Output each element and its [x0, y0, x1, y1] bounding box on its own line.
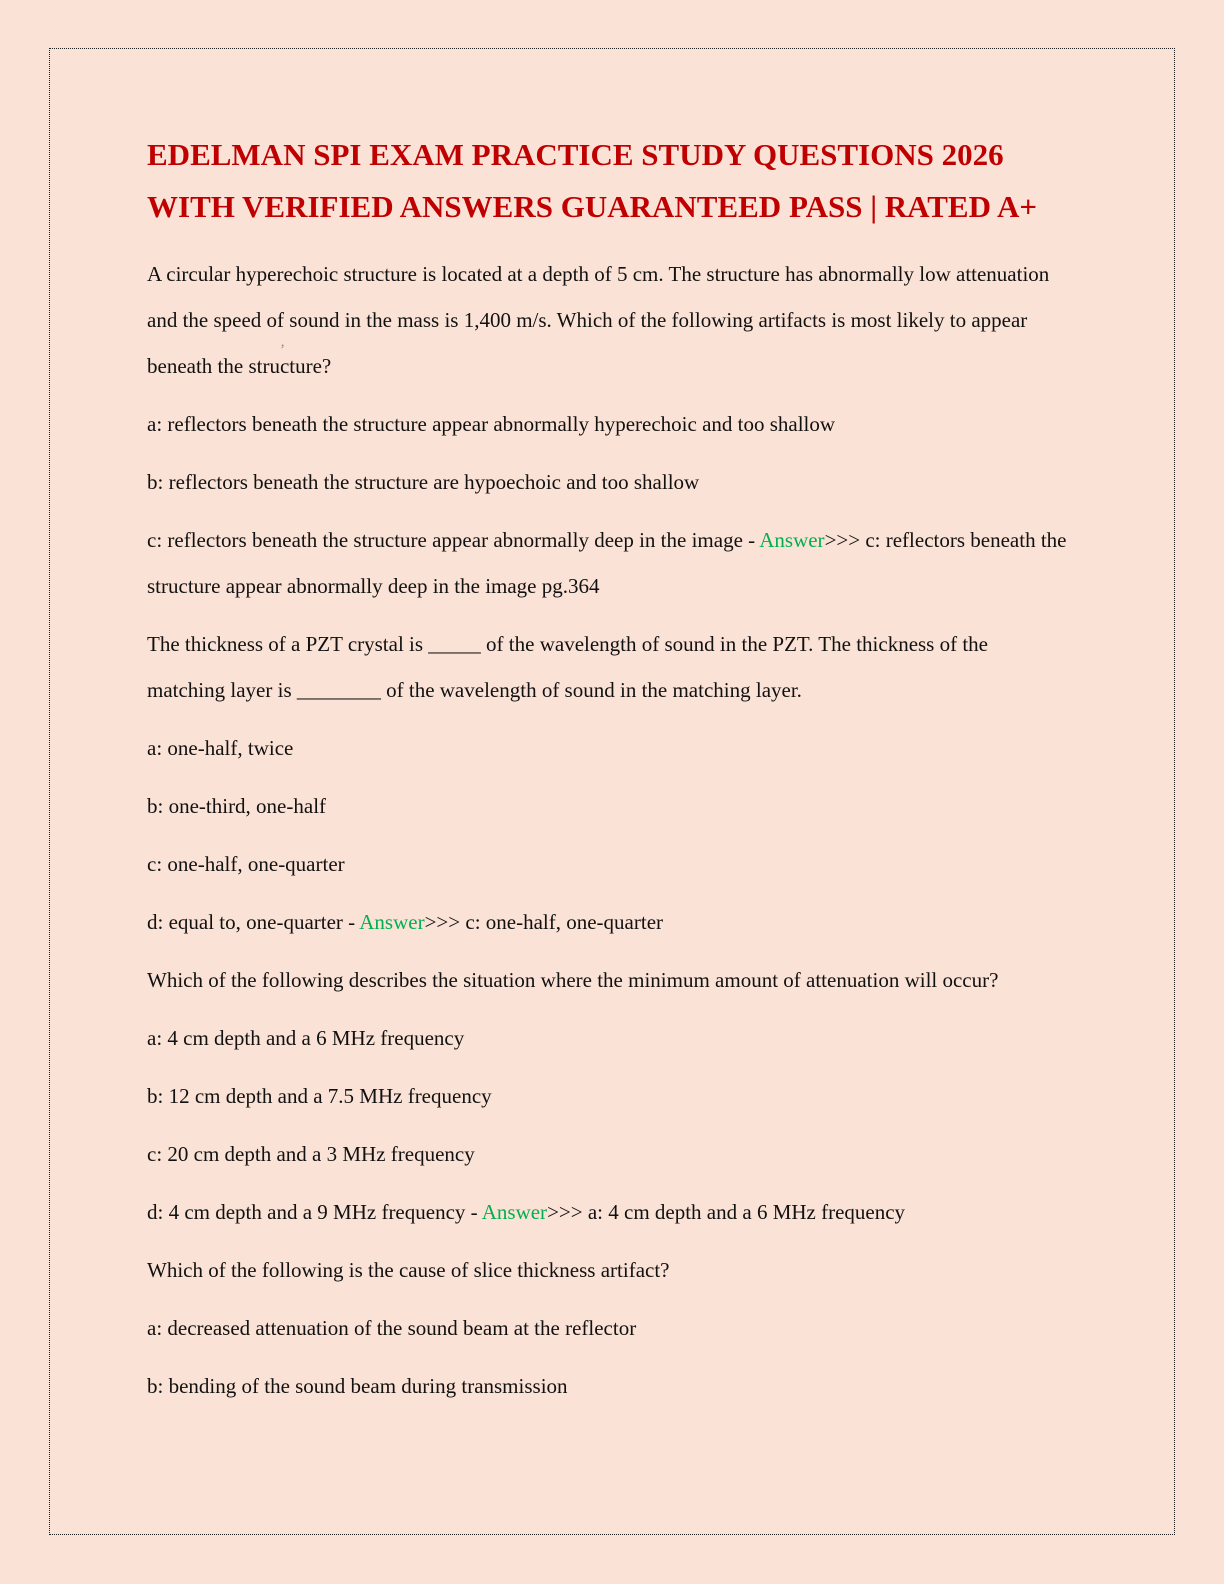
- answer-marker: Answer: [359, 910, 425, 934]
- answer-option: [147, 1363, 1069, 1409]
- answer-option: [147, 1073, 1069, 1119]
- answer-marker: Answer: [759, 528, 825, 552]
- correct-answer-text: >>> c: reflectors beneath the structure appear abnormally deep in the image pg.364: [147, 528, 1067, 598]
- option-text: b: bending of the sound beam during transmission: [147, 1374, 568, 1398]
- correct-answer-text: >>> a: 4 cm depth and a 6 MHz frequency: [547, 1200, 906, 1224]
- title-line-1: EDELMAN SPI EXAM PRACTICE STUDY QUESTIONS 2026: [147, 137, 1004, 172]
- option-text: a: 4 cm depth and a 6 MHz frequency: [147, 1026, 465, 1050]
- option-text: d: equal to, one-quarter -: [147, 910, 360, 934]
- option-text: d: 4 cm depth and a 9 MHz frequency -: [147, 1200, 482, 1224]
- option-text: a: decreased attenuation of the sound beam at the reflector: [147, 1316, 637, 1340]
- option-text: c: reflectors beneath the structure appear abnormally deep in the image -: [147, 528, 760, 552]
- title-line-2: WITH VERIFIED ANSWERS GUARANTEED PASS | RATED A+: [147, 189, 1038, 224]
- answer-option: [147, 1015, 1069, 1061]
- option-text: a: one-half, twice: [147, 736, 294, 760]
- answer-option: [147, 783, 1069, 829]
- question-text: The thickness of a PZT crystal is _____ of the wavelength of sound in the PZT. The thickness of the matching layer is ________ of the wavelength of sound in the matching layer.: [147, 632, 989, 702]
- option-text: c: 20 cm depth and a 3 MHz frequency: [147, 1142, 475, 1166]
- document-title: [147, 129, 1069, 233]
- answer-option: [147, 841, 1069, 887]
- answer-option: [147, 1189, 1069, 1235]
- page-border-frame: [49, 48, 1175, 1535]
- answer-option: [147, 517, 1069, 609]
- option-text: a: reflectors beneath the structure appear abnormally hyperechoic and too shallow: [147, 412, 836, 436]
- document-content: [147, 129, 1069, 1421]
- question-text: Which of the following is the cause of slice thickness artifact?: [147, 1258, 670, 1282]
- answer-option: [147, 1131, 1069, 1177]
- answer-option: [147, 1305, 1069, 1351]
- option-text: c: one-half, one-quarter: [147, 852, 345, 876]
- answer-option: [147, 725, 1069, 771]
- answer-option: [147, 401, 1069, 447]
- answer-option: [147, 899, 1069, 945]
- option-text: b: one-third, one-half: [147, 794, 327, 818]
- correct-answer-text: >>> c: one-half, one-quarter: [424, 910, 664, 934]
- qa-list: [147, 251, 1069, 1409]
- option-text: b: 12 cm depth and a 7.5 MHz frequency: [147, 1084, 492, 1108]
- option-text: b: reflectors beneath the structure are hypoechoic and too shallow: [147, 470, 700, 494]
- stray-scan-mark: ’: [280, 342, 285, 358]
- answer-marker: Answer: [481, 1200, 548, 1224]
- answer-option: [147, 459, 1069, 505]
- question-text: A circular hyperechoic structure is located at a depth of 5 cm. The structure has abnormally low attenuation and the speed of sound in the mass is 1,400 m/s. Which of the following artifacts is most likely to appear beneath the structure?: [147, 262, 1050, 378]
- question-text: Which of the following describes the situation where the minimum amount of attenuation will occur?: [147, 968, 999, 992]
